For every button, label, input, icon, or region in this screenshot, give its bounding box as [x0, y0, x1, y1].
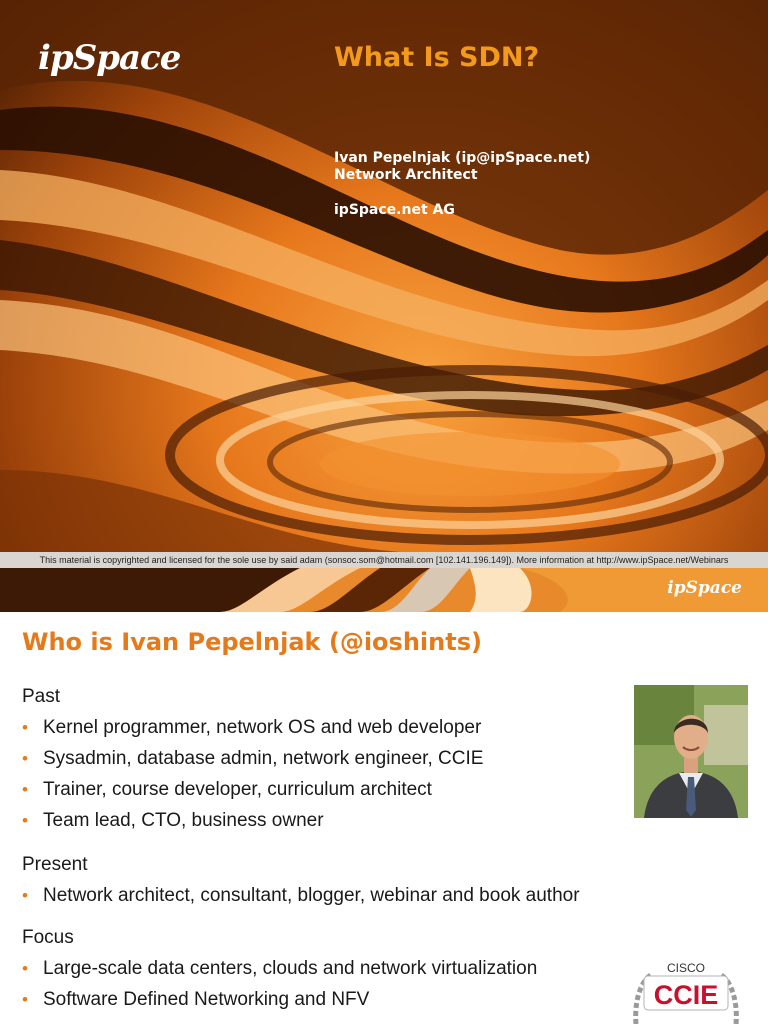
slide2-title: Who is Ivan Pepelnjak (@ioshints) [22, 628, 482, 656]
author-name: Ivan Pepelnjak (ip@ipSpace.net) [334, 150, 591, 166]
list-item: • Sysadmin, database admin, network engineer, CCIE [22, 743, 483, 774]
ccie-label: CCIE [653, 980, 719, 1010]
section-focus [22, 922, 537, 1015]
copyright-notice: This material is copyrighted and licensed for the sole use by said adam (sonsoc.som@hotmail.com [102.141.196.149]). More information at http://www.ipSpace.net/Webinars [0, 552, 768, 568]
bullet-icon: • [22, 780, 28, 799]
ccie-badge [628, 958, 744, 1024]
author-role: Network Architect [334, 167, 478, 183]
ccie-logo [628, 958, 744, 1024]
slide-title: What Is SDN? [334, 42, 540, 73]
bullet-icon: • [22, 811, 28, 830]
section-present [22, 849, 580, 911]
ipspace-small-logo: ipSpace [667, 578, 742, 598]
author-photo [634, 685, 748, 818]
portrait-illustration [634, 685, 748, 818]
bullet-icon: • [22, 959, 28, 978]
section-past [22, 681, 483, 836]
strip-swirl [0, 568, 768, 612]
slide-header-strip [0, 568, 768, 612]
bullet-icon: • [22, 749, 28, 768]
section-heading: Present [22, 854, 88, 875]
section-heading: Past [22, 686, 61, 707]
bullet-icon: • [22, 990, 28, 1009]
list-item: • Software Defined Networking and NFV [22, 984, 537, 1015]
list-item: • Trainer, course developer, curriculum architect [22, 774, 483, 805]
bullet-icon: • [22, 886, 28, 905]
ipspace-logo: ipSpace [38, 38, 181, 78]
author-company: ipSpace.net AG [334, 202, 455, 218]
list-item: • Kernel programmer, network OS and web developer [22, 712, 483, 743]
bullet-icon: • [22, 718, 28, 737]
author-block [334, 150, 754, 219]
list-item: • Large-scale data centers, clouds and network virtualization [22, 953, 537, 984]
section-heading: Focus [22, 927, 74, 948]
list-item: • Network architect, consultant, blogger, webinar and book author [22, 880, 580, 911]
list-item: • Team lead, CTO, business owner [22, 805, 483, 836]
cisco-label: CISCO [666, 961, 706, 975]
